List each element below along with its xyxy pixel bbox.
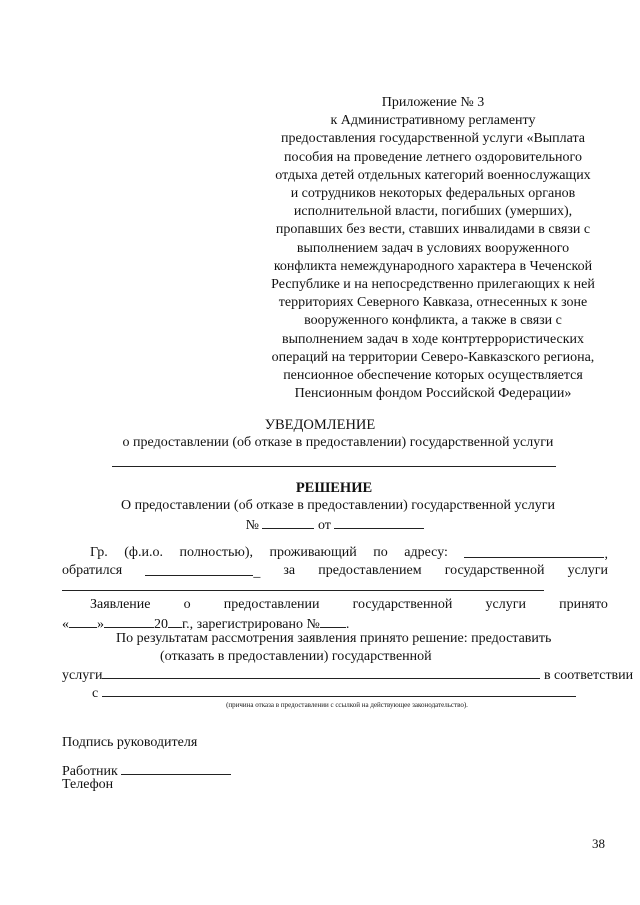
word: услуги: [62, 668, 103, 683]
decision-subtitle: О предоставлении (об отказе в предоставлении) государственной услуги: [121, 498, 555, 513]
word: адресу:: [404, 545, 448, 560]
service-line: [62, 665, 634, 685]
word: услуги: [485, 597, 526, 612]
appendix-line: выполнением задач в условиях вооруженного: [296, 240, 570, 256]
application-line: [62, 596, 608, 614]
appendix-line: исполнительной власти, погибших (умерших),: [293, 204, 573, 220]
result-line: По результатам рассмотрения заявления принято решение: предоставить: [116, 631, 552, 646]
word: полностью),: [179, 545, 253, 560]
word: по: [373, 545, 388, 560]
appendix-line: территориях Северного Кавказа, отнесенных к зоне: [278, 295, 588, 311]
page-number: 38: [592, 836, 605, 851]
appendix-line: к Административному регламенту: [330, 113, 536, 129]
day-blank: [69, 614, 97, 628]
appendix-line: Приложение № 3: [381, 95, 485, 110]
word: о: [183, 597, 191, 612]
word: предоставлении: [223, 597, 320, 612]
word: обратился: [62, 563, 123, 578]
decision-number-line: [0, 515, 640, 535]
notice-fill-line: [112, 466, 556, 467]
number-blank: [262, 515, 314, 529]
applicant-line: [62, 544, 608, 564]
request-line: [62, 562, 608, 582]
worker-blank: [121, 761, 231, 775]
word: принято: [559, 597, 608, 612]
reason-note: (причина отказа в предоставлении с ссылкой на действующее законодательство).: [226, 701, 468, 709]
service-blank-1: [102, 665, 292, 679]
appendix-line: Пенсионным фондом Российской Федерации»: [294, 386, 572, 402]
reg-number-blank: [320, 614, 346, 628]
word: проживающий: [269, 545, 357, 560]
appendix-line: конфликта немеждународного характера в Чеченской: [273, 258, 593, 274]
service-name-line: [62, 590, 544, 591]
decision-title: РЕШЕНИЕ: [295, 480, 373, 496]
word: государственной: [352, 597, 453, 612]
registered-label: г., зарегистрировано №: [182, 617, 320, 632]
word: за: [283, 563, 296, 578]
number-label: №: [245, 518, 259, 533]
date-blank: [334, 515, 424, 529]
quote-open: «: [62, 617, 69, 632]
worker-label: Работник: [62, 764, 118, 779]
word: в соответствии: [543, 668, 634, 683]
address-blank: [464, 544, 604, 558]
service-blank-2: [292, 665, 540, 679]
appendix-line: выполнением задач в ходе контртеррористических: [281, 331, 585, 347]
word: с: [92, 686, 99, 701]
underscore-mark: _: [253, 565, 261, 580]
notice-subtitle: о предоставлении (об отказе в предоставлении) государственной услуги: [122, 435, 554, 450]
appendix-line: вооруженного конфликта, а также в связи с: [304, 313, 562, 329]
appendix-line: операций на территории Северо-Кавказского региона,: [271, 349, 595, 365]
reason-blank-2: [386, 683, 576, 697]
year-prefix: 20: [154, 617, 168, 632]
quote-close: »: [97, 617, 104, 632]
comma: ,: [604, 547, 608, 562]
word: (ф.и.о.: [124, 545, 163, 560]
signature-phone: Телефон: [62, 777, 114, 792]
word: Заявление: [90, 597, 151, 612]
word: предоставлением: [318, 563, 422, 578]
appendix-line: и сотрудников некоторых федеральных органов: [290, 186, 576, 202]
appendix-line: отдыха детей отдельных категорий военнослужащих: [275, 167, 591, 183]
month-blank: [104, 614, 154, 628]
name-blank: [145, 562, 253, 576]
reason-blank-1: [102, 683, 386, 697]
appendix-header: [258, 94, 608, 403]
word: Гр.: [90, 545, 108, 560]
appendix-line: пенсионное обеспечение которых осуществляется: [283, 368, 583, 384]
appendix-line: предоставления государственной услуги «Выплата: [280, 131, 586, 147]
period: .: [345, 617, 350, 632]
appendix-line: пособия на проведение летнего оздоровительного: [284, 149, 582, 165]
result-line-2: (отказать в предоставлении) государственной: [160, 649, 432, 664]
signature-head: Подпись руководителя: [62, 735, 198, 750]
word: государственной: [444, 563, 545, 578]
from-label: от: [317, 518, 331, 533]
notice-title: УВЕДОМЛЕНИЕ: [264, 417, 376, 433]
appendix-line: Республике и на непосредственно прилегающих к ней: [271, 277, 595, 293]
appendix-line: пропавших без вести, ставших инвалидами в связи с: [275, 222, 591, 238]
word: услуги: [567, 563, 608, 578]
year-blank: [168, 614, 182, 628]
